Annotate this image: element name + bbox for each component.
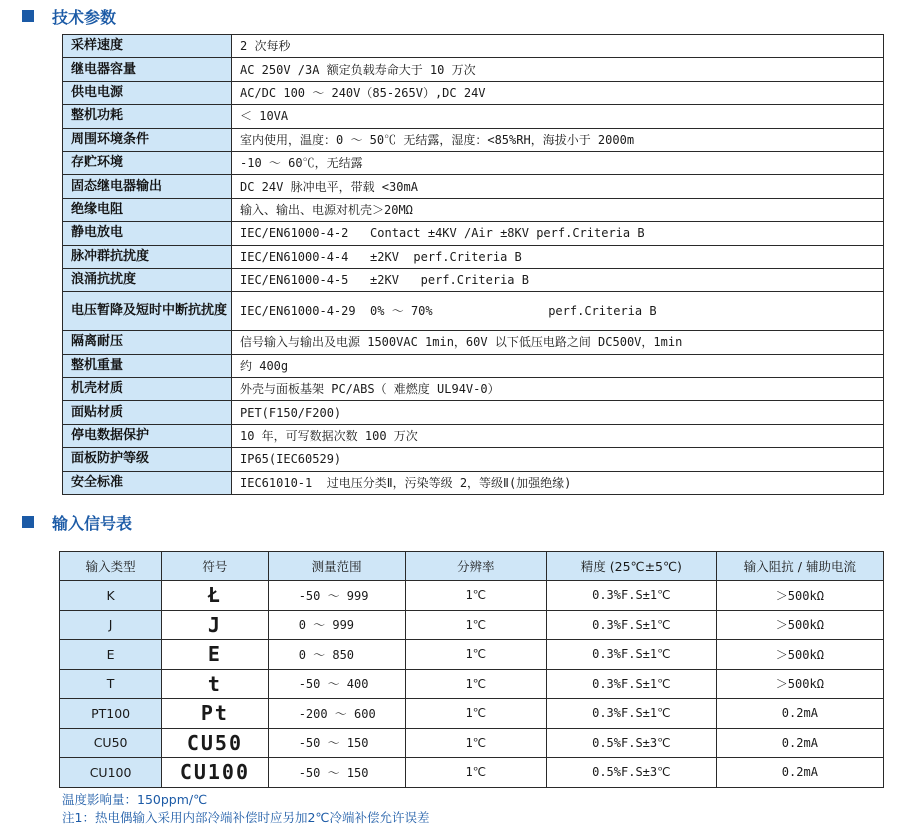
table-row — [63, 471, 884, 494]
spec-value: ＜ 10VA — [232, 105, 884, 128]
temp-influence-note: 温度影响量：150ppm/℃ — [62, 792, 208, 807]
column-header: 分辨率 — [405, 552, 546, 581]
display-symbol-cell: Ł — [162, 581, 269, 611]
resolution-cell: 1℃ — [405, 610, 546, 640]
spec-table — [62, 34, 884, 495]
resolution-cell: 1℃ — [405, 581, 546, 611]
table-row — [60, 581, 884, 611]
spec-label: 隔离耐压 — [63, 331, 232, 354]
spec-value: DC 24V 脉冲电平，带载 <30mA — [232, 175, 884, 198]
section-title-signals — [22, 510, 132, 534]
spec-value: IEC/EN61000-4-4 ±2KV perf.Criteria B — [232, 245, 884, 268]
table-row — [60, 669, 884, 699]
section-title-specs — [22, 4, 116, 28]
table-row — [63, 354, 884, 377]
spec-label: 整机重量 — [63, 354, 232, 377]
section-title-text: 技术参数 — [52, 7, 117, 27]
impedance-cell: 0.2mA — [716, 758, 883, 788]
range-cell: 0 ～ 999 — [268, 610, 405, 640]
display-symbol-cell: CU50 — [162, 728, 269, 758]
spec-label: 静电放电 — [63, 222, 232, 245]
input-type-cell: J — [60, 610, 162, 640]
input-type-cell: E — [60, 640, 162, 670]
display-symbol-cell: CU100 — [162, 758, 269, 788]
spec-label: 绝缘电阻 — [63, 198, 232, 221]
spec-label: 停电数据保护 — [63, 424, 232, 447]
impedance-cell: 0.2mA — [716, 728, 883, 758]
display-symbol-cell: E — [162, 640, 269, 670]
range-cell: 0 ～ 850 — [268, 640, 405, 670]
spec-value: IEC/EN61000-4-5 ±2KV perf.Criteria B — [232, 268, 884, 291]
table-row — [63, 331, 884, 354]
resolution-cell: 1℃ — [405, 699, 546, 729]
resolution-cell: 1℃ — [405, 669, 546, 699]
accuracy-cell: 0.3%F.S±1℃ — [546, 610, 716, 640]
table-row — [60, 640, 884, 670]
table-row — [60, 758, 884, 788]
spec-value: 外壳与面板基架 PC/ABS（ 难燃度 UL94V-0） — [232, 378, 884, 401]
display-symbol-cell: J — [162, 610, 269, 640]
spec-value: 2 次每秒 — [232, 35, 884, 58]
resolution-cell: 1℃ — [405, 640, 546, 670]
display-symbol-cell: t — [162, 669, 269, 699]
spec-value: AC/DC 100 ～ 240V（85-265V）,DC 24V — [232, 81, 884, 104]
range-cell: -50 ～ 150 — [268, 728, 405, 758]
spec-value: AC 250V /3A 额定负载寿命大于 10 万次 — [232, 58, 884, 81]
spec-label: 整机功耗 — [63, 105, 232, 128]
impedance-cell: ＞500kΩ — [716, 610, 883, 640]
spec-value: 约 400g — [232, 354, 884, 377]
square-bullet-icon — [22, 516, 34, 528]
input-type-cell: T — [60, 669, 162, 699]
spec-label: 固态继电器输出 — [63, 175, 232, 198]
spec-label: 存贮环境 — [63, 151, 232, 174]
range-cell: -50 ～ 999 — [268, 581, 405, 611]
spec-label: 浪涌抗扰度 — [63, 268, 232, 291]
resolution-cell: 1℃ — [405, 728, 546, 758]
square-bullet-icon — [22, 10, 34, 22]
table-row — [60, 728, 884, 758]
column-header: 测量范围 — [268, 552, 405, 581]
table-row — [63, 81, 884, 104]
input-type-cell: K — [60, 581, 162, 611]
spec-value: 10 年，可写数据次数 100 万次 — [232, 424, 884, 447]
table-row — [63, 58, 884, 81]
spec-value: IEC/EN61000-4-2 Contact ±4KV /Air ±8KV perf.Criteria B — [232, 222, 884, 245]
table-row — [63, 292, 884, 331]
spec-label: 面贴材质 — [63, 401, 232, 424]
spec-value: 室内使用，温度：0 ～ 50℃ 无结露，湿度：<85%RH，海拔小于 2000m — [232, 128, 884, 151]
spec-value: IP65(IEC60529) — [232, 448, 884, 471]
accuracy-cell: 0.3%F.S±1℃ — [546, 669, 716, 699]
section-title-text: 输入信号表 — [52, 513, 133, 533]
accuracy-cell: 0.3%F.S±1℃ — [546, 699, 716, 729]
table-row — [63, 222, 884, 245]
table-row — [63, 175, 884, 198]
table-row — [63, 245, 884, 268]
table-header-row — [60, 552, 884, 581]
table-row — [63, 424, 884, 447]
spec-label: 安全标准 — [63, 471, 232, 494]
spec-value: PET(F150/F200) — [232, 401, 884, 424]
table-row — [63, 378, 884, 401]
table-row — [63, 105, 884, 128]
spec-label: 脉冲群抗扰度 — [63, 245, 232, 268]
accuracy-cell: 0.3%F.S±1℃ — [546, 640, 716, 670]
table-row — [63, 198, 884, 221]
spec-label: 周围环境条件 — [63, 128, 232, 151]
table-row — [63, 268, 884, 291]
table-row — [60, 610, 884, 640]
accuracy-cell: 0.3%F.S±1℃ — [546, 581, 716, 611]
column-header: 精度 (25℃±5℃) — [546, 552, 716, 581]
spec-value: IEC/EN61000-4-29 0% ～ 70% perf.Criteria B — [232, 292, 884, 331]
spec-label: 电压暂降及短时中断抗扰度 — [63, 292, 232, 331]
range-cell: -50 ～ 150 — [268, 758, 405, 788]
resolution-cell: 1℃ — [405, 758, 546, 788]
spec-label: 供电电源 — [63, 81, 232, 104]
impedance-cell: ＞500kΩ — [716, 669, 883, 699]
display-symbol-cell: Pt — [162, 699, 269, 729]
footnote-1: 注1：热电偶输入采用内部冷端补偿时应另加2℃冷端补偿允许误差 — [62, 810, 430, 825]
column-header: 输入阻抗 / 辅助电流 — [716, 552, 883, 581]
spec-value: 输入、输出、电源对机壳＞20MΩ — [232, 198, 884, 221]
spec-label: 机壳材质 — [63, 378, 232, 401]
spec-label: 采样速度 — [63, 35, 232, 58]
accuracy-cell: 0.5%F.S±3℃ — [546, 758, 716, 788]
input-type-cell: CU100 — [60, 758, 162, 788]
spec-label: 继电器容量 — [63, 58, 232, 81]
impedance-cell: ＞500kΩ — [716, 640, 883, 670]
table-row — [63, 448, 884, 471]
column-header: 输入类型 — [60, 552, 162, 581]
input-type-cell: PT100 — [60, 699, 162, 729]
range-cell: -50 ～ 400 — [268, 669, 405, 699]
table-row — [60, 699, 884, 729]
table-row — [63, 151, 884, 174]
column-header: 符号 — [162, 552, 269, 581]
impedance-cell: 0.2mA — [716, 699, 883, 729]
table-row — [63, 401, 884, 424]
spec-value: IEC61010-1 过电压分类Ⅱ，污染等级 2，等级Ⅱ(加强绝缘) — [232, 471, 884, 494]
table-row — [63, 128, 884, 151]
spec-value: 信号输入与输出及电源 1500VAC 1min，60V 以下低压电路之间 DC500V，1min — [232, 331, 884, 354]
spec-value: -10 ～ 60℃，无结露 — [232, 151, 884, 174]
input-type-cell: CU50 — [60, 728, 162, 758]
impedance-cell: ＞500kΩ — [716, 581, 883, 611]
accuracy-cell: 0.5%F.S±3℃ — [546, 728, 716, 758]
range-cell: -200 ～ 600 — [268, 699, 405, 729]
spec-label: 面板防护等级 — [63, 448, 232, 471]
signal-table — [59, 551, 884, 788]
table-row — [63, 35, 884, 58]
